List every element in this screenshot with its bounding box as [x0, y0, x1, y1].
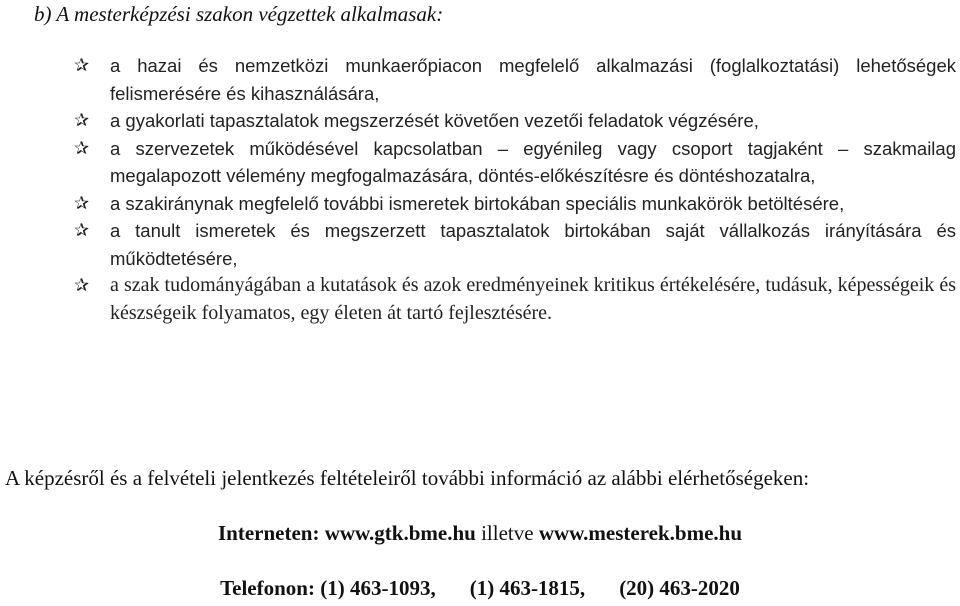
- list-item: [74, 135, 956, 190]
- web-contact-line: [0, 521, 960, 546]
- list-item-text: a szakiránynak megfelelő további ismeretek birtokában speciális munkakörök betöltésére,: [110, 192, 845, 214]
- phone-primary: Telefonon: (1) 463-1093,: [220, 576, 436, 600]
- star-outline-icon: ✰: [74, 137, 90, 158]
- list-item: [74, 272, 956, 327]
- qualification-list: [74, 52, 956, 327]
- list-item-text: a gyakorlati tapasztalatok megszerzését követően vezetői feladatok végzésére,: [110, 110, 759, 131]
- phone-contact-line: [0, 576, 960, 601]
- web-link-secondary[interactable]: www.mesterek.bme.hu: [538, 521, 742, 545]
- list-item-text: a szak tudományágában a kutatások és azok eredményeinek kritikus értékelésére, tudásuk, képességeik és készségeik folyamatos, egy életen át tartó fejlesztésére.: [110, 274, 956, 324]
- list-item-text: a szervezetek működésével kapcsolatban – egyénileg vagy csoport tagjaként – szakmailag megalapozott vélemény megfogalmazására, döntés-előkészítésre és döntéshozatalra,: [110, 137, 956, 186]
- phone-secondary: (1) 463-1815,: [469, 576, 586, 600]
- list-item: [74, 190, 956, 218]
- star-outline-icon: ✰: [74, 220, 90, 240]
- list-item-text: a tanult ismeretek és megszerzett tapasztalatok birtokában saját vállalkozás irányítására és működtetésére,: [110, 220, 956, 269]
- section-heading: b) A mesterképzési szakon végzettek alkalmasak:: [34, 2, 444, 26]
- info-paragraph: A képzésről és a felvételi jelentkezés feltételeiről további információ az alábbi elérhetőségeken:: [5, 466, 810, 490]
- list-item: [74, 107, 956, 135]
- list-item: [74, 52, 956, 107]
- star-outline-icon: ✰: [74, 275, 90, 295]
- list-item: [74, 217, 956, 272]
- star-outline-icon: ✰: [74, 55, 90, 75]
- star-outline-icon: ✰: [74, 110, 90, 130]
- web-link-primary[interactable]: Interneten: www.gtk.bme.hu: [217, 521, 476, 545]
- star-outline-icon: ✰: [74, 192, 90, 213]
- phone-tertiary: (20) 463-2020: [619, 576, 740, 600]
- list-item-text: a hazai és nemzetközi munkaerőpiacon megfelelő alkalmazási (foglalkoztatási) lehetőségek felismerésére és kihasználására,: [110, 55, 956, 104]
- web-connector: illetve: [475, 521, 539, 545]
